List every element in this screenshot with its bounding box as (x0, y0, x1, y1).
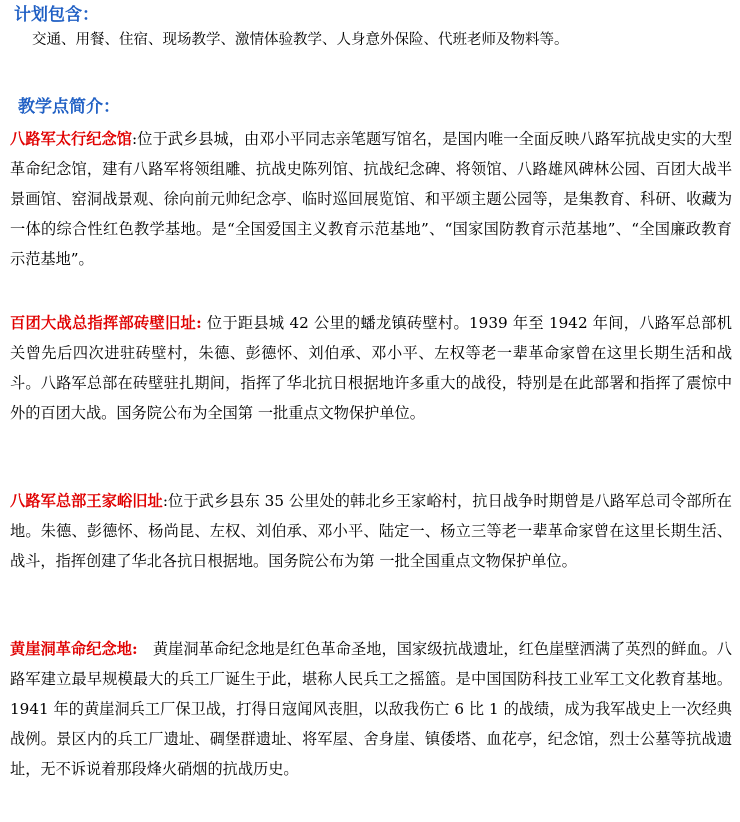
section-zhuanbi-site (10, 308, 732, 428)
section-body: 黄崖洞革命纪念地是红色革命圣地，国家级抗战遗址，红色崖壁洒满了英烈的鲜血。八路军建立最早规模最大的兵工厂诞生于此，堪称人民兵工之摇篮。是中国国防科技工业军工文化教育基地。1941 年的黄崖洞兵工厂保卫战，打得日寇闻风丧胆，以敌我伤亡 6 比 1 的战绩，成为我军战史上一次经典战例。景区内的兵工厂遗址、碉堡群遗址、将军屋、舍身崖、镇倭塔、血花亭，纪念馆，烈士公墓等抗战遗址，无不诉说着那段烽火硝烟的抗战历史。 (10, 640, 732, 778)
section-taihang-memorial (10, 124, 732, 274)
teaching-points-heading: 教学点简介： (18, 97, 120, 117)
plan-heading: 计划包含： (14, 5, 99, 25)
section-body: 位于距县城 42 公里的蟠龙镇砖壁村。1939 年至 1942 年间，八路军总部机关曾先后四次进驻砖壁村，朱德、彭德怀、刘伯承、邓小平、左权等老一辈革命家曾在这里长期生活和战斗。八路军总部在砖壁驻扎期间，指挥了华北抗日根据地许多重大的战役，特别是在此部署和指挥了震惊中外的百团大战。国务院公布为全国第 一批重点文物保护单位。 (10, 314, 732, 422)
section-title: 八路军太行纪念馆 (10, 130, 133, 148)
section-title: 百团大战总指挥部砖壁旧址: (10, 314, 202, 332)
section-body: :位于武乡县东 35 公里处的韩北乡王家峪村，抗日战争时期曾是八路军总司令部所在地。朱德、彭德怀、杨尚昆、左权、刘伯承、邓小平、陆定一、杨立三等老一辈革命家曾在这里长期生活、战斗，指挥创建了华北各抗日根据地。国务院公布为第 一批全国重点文物保护单位。 (10, 492, 732, 570)
section-huangyadong-memorial (10, 634, 732, 784)
section-title: 黄崖洞革命纪念地: (10, 640, 138, 658)
section-title: 八路军总部王家峪旧址 (10, 492, 163, 510)
section-body: :位于武乡县城，由邓小平同志亲笔题写馆名，是国内唯一全面反映八路军抗战史实的大型革命纪念馆，建有八路军将领组雕、抗战史陈列馆、抗战纪念碑、将领馆、八路雄风碑林公园、百团大战半景画馆、窑洞战景观、徐向前元帅纪念亭、临时巡回展览馆、和平颂主题公园等，是集教育、科研、收藏为一体的综合性红色教学基地。是“全国爱国主义教育示范基地”、“国家国防教育示范基地”、“全国廉政教育示范基地”。 (10, 130, 733, 268)
section-wangjiayu-site (10, 486, 732, 576)
plan-text: 交通、用餐、住宿、现场教学、激情体验教学、人身意外保险、代班老师及物料等。 (32, 32, 569, 48)
